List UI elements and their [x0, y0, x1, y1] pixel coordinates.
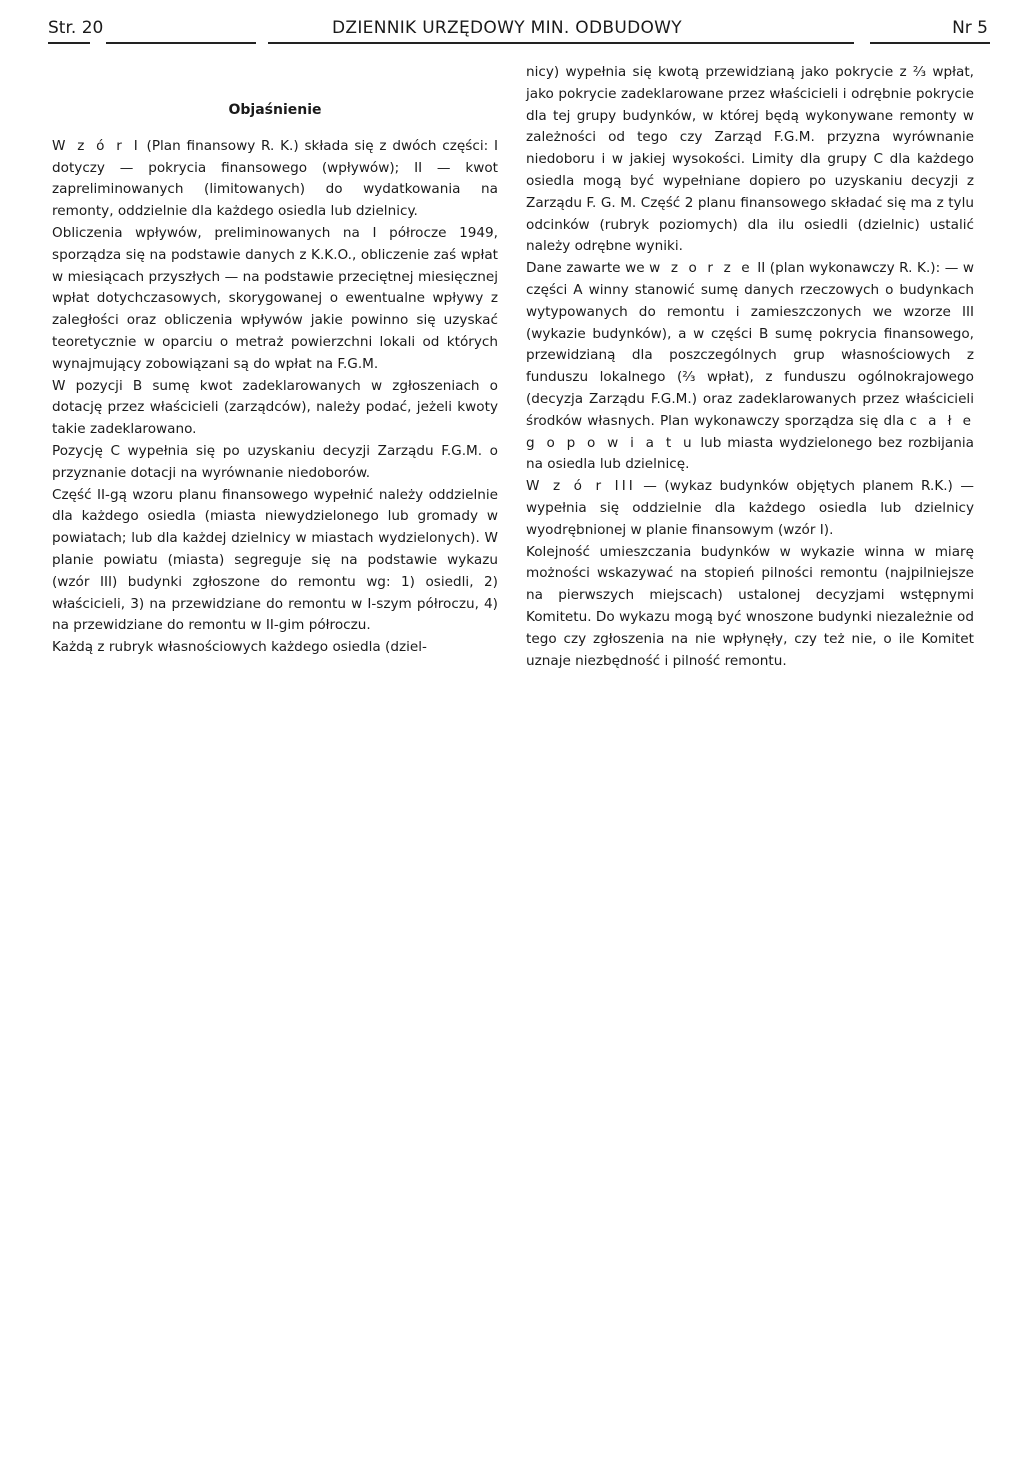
wzor-ii-b: II (plan wykonawczy R. K.): — w części A winny stanowić sumę danych rzeczowych o budynkach wytypowanych do remontu i zamieszczonych we wzorze III (wykazie budynków), a w części B sumę pokrycia finansowego, przewidzianą dla poszczególnych grup własnościowych z funduszu lokalnego (⅔ wpłat), z funduszu ogólnokrajowego (decyzja Zarządu F.G.M.) oraz zadeklarowanych przez właścicieli środków własnych. Plan wykonawczy sporządza się dla: [526, 260, 974, 429]
wzor-ii-lead: w z o r z e: [649, 260, 753, 277]
paragraph-rubryki: Każdą z rubryk własnościowych każdego osiedla (dziel-: [52, 639, 427, 656]
header-rule: [48, 42, 990, 44]
paragraph-wzor-i: [52, 136, 498, 223]
rule-gap: [90, 40, 106, 46]
right-column: [526, 62, 974, 672]
wzor-iii-lead: W z ó r III: [526, 478, 636, 495]
page-header: [48, 14, 990, 40]
wzor-ii-c: lub miasta wydzielonego bez rozbijania na osiedla lub dzielnicę.: [526, 434, 974, 473]
paragraph-pozycja-b: W pozycji B sumę kwot zadeklarowanych w zgłoszeniach o dotację przez właścicieli (zarządców), należy podać, jeżeli kwoty takie zadeklarowano.: [52, 377, 498, 438]
paragraph-continuation: nicy) wypełnia się kwotą przewidzianą jako pokrycie z ⅔ wpłat, jako pokrycie zadeklarowane przez właścicieli i odrębnie pokrycie dla tej grupy budynków, w której będą wykonywane remonty w zależności od tego czy Zarząd F.G.M. przyzna wyrównanie niedoboru i w jakiej wysokości. Limity dla grupy C dla każdego osiedla mogą być wypełniane dopiero po uzyskaniu decyzji z Zarządu F. G. M. Część 2 planu finansowego składać się ma z tylu odcinków (rubryk poziomych) dla ilu osiedli (dzielnic) ustalić należy odrębne wyniki.: [526, 64, 974, 255]
paragraph-czesc-ii: Część II-gą wzoru planu finansowego wypełnić należy oddzielnie dla każdego osiedla (miasta niewydzielonego lub gromady w powiatach; lub dla każdej dzielnicy w miastach wydzielonych). W planie powiatu (miasta) segreguje się na podstawie wykazu (wzór III) budynki zgłoszone do remontu wg: 1) osiedli, 2) właścicieli, 3) na przewidziane do remontu w I-szym półroczu, 4) na przewidziane do remontu w II-gim półroczu.: [52, 486, 498, 634]
wzor-iii-text: — (wykaz budynków objętych planem R.K.) — wypełnia się oddzielnie dla każdego osiedla lub dzielnicy wyodrębnionej w planie finansowym (wzór I).: [526, 478, 975, 538]
left-column: [52, 62, 498, 659]
rule-gap: [256, 40, 268, 46]
paragraph-obliczenia: Obliczenia wpływów, preliminowanych na I półrocze 1949, sporządza się na podstawie danych z K.K.O., obliczenie zaś wpłat w miesiącach przyszłych — na podstawie przeciętnej miesięcznej wpłat dotychczasowych, skorygowanej o ewentualne wpływy z zaległości oraz obliczenia wpływów jakie powinno się uzyskać teoretycznie w oparciu o metraż powierzchni lokali od których wynajmujący zobowiązani są do wpłat na F.G.M.: [52, 224, 498, 372]
paragraph-wzor-ii: [526, 258, 974, 476]
page-number: Str. 20: [48, 18, 104, 38]
paragraph-pozycja-c: Pozycję C wypełnia się po uzyskaniu decyzji Zarządu F.G.M. o przyznanie dotacji na wyrównanie niedoborów.: [52, 442, 498, 481]
rule-gap: [854, 40, 870, 46]
issue-number: Nr 5: [952, 18, 988, 38]
wzor-i-text: (Plan finansowy R. K.) składa się z dwóch części: I dotyczy — pokrycia finansowego (wpływów); II — kwot zapreliminowanych (limitowanych) do wydatkowania na remonty, oddzielnie dla każdego osiedla lub dzielnicy.: [52, 137, 499, 220]
wzor-i-lead: W z ó r I: [52, 137, 141, 154]
paragraph-wzor-iii: [526, 476, 974, 541]
paragraph-kolejnosc: Kolejność umieszczania budynków w wykazie winna w miarę możności wskazywać na stopień pilności remontu (najpilniejsze na pierwszych miejscach) ustalonej decyzjami wstępnymi Komitetu. Do wykazu mogą być wnoszone budynki niezależnie od tego czy zgłoszenia na nie wpłynęły, czy też nie, o ile Komitet uznaje niezbędność i pilność remontu.: [526, 543, 974, 669]
wzor-ii-a: Dane zawarte we: [526, 260, 650, 277]
journal-title: DZIENNIK URZĘDOWY MIN. ODBUDOWY: [332, 18, 682, 38]
section-title: Objaśnienie: [228, 102, 322, 118]
wzor-ii-spaced: c a ł e g o p o w i a t u: [526, 412, 974, 451]
